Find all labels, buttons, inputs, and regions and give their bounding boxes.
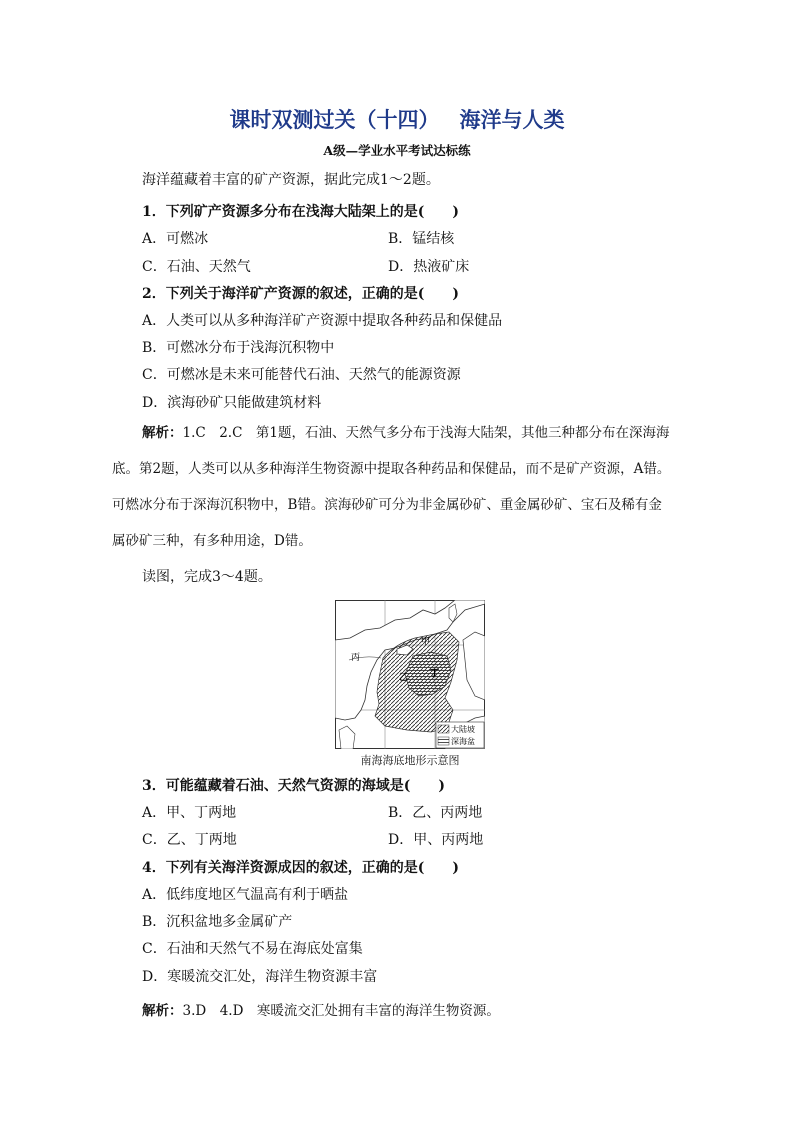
analysis-1-2: [112, 415, 687, 559]
legend-basin-label: 深海盆: [451, 737, 475, 746]
q2-option-b: B．可燃冰分布于浅海沉积物中: [142, 340, 335, 356]
q4-option-a: A．低纬度地区气温高有利于晒盐: [142, 887, 349, 903]
analysis-1-line4: 属砂矿三种，有多种用途，D错。: [112, 533, 312, 549]
south-china-sea-seabed-map: [335, 600, 485, 749]
q4-stem: 4．下列有关海洋资源成因的叙述，正确的是( ): [142, 860, 459, 876]
page-subtitle: A级—学业水平考试达标练: [323, 143, 471, 158]
map-label-yi: 乙: [399, 673, 409, 683]
title-part1: 课时双测过关（十四）: [229, 108, 440, 132]
q2-stem: 2．下列关于海洋矿产资源的叙述，正确的是( ): [142, 286, 459, 302]
page-title: [0, 104, 794, 134]
q2-option-c: C．可燃冰是未来可能替代石油、天然气的能源资源: [142, 367, 461, 383]
legend-slope-swatch: [438, 725, 449, 733]
map-label-jia: 甲: [421, 637, 431, 647]
q4-option-d: D．寒暖流交汇处，海洋生物资源丰富: [142, 969, 378, 985]
intro-1-2: 海洋蕴藏着丰富的矿产资源，据此完成1～2题。: [142, 172, 440, 188]
analysis-label: 解析：: [142, 425, 183, 441]
analysis-1-line2: 底。第2题，人类可以从多种海洋生物资源中提取各种药品和保健品，而不是矿产资源，A错。: [112, 461, 671, 477]
q4-option-b: B．沉积盆地多金属矿产: [142, 914, 293, 930]
q3-stem: 3．可能蕴藏着石油、天然气资源的海域是( ): [142, 778, 445, 794]
legend-slope-label: 大陆坡: [451, 725, 475, 734]
analysis-1-line1: 1.C 2.C 第1题，石油、天然气多分布于浅海大陆架，其他三种都分布在深海海: [182, 425, 670, 441]
q1-stem: 1．下列矿产资源多分布在浅海大陆架上的是( ): [142, 204, 459, 220]
q1-option-a: A．可燃冰: [142, 231, 209, 247]
q1-option-c: C．石油、天然气: [142, 259, 251, 275]
q2-option-d: D．滨海砂矿只能做建筑材料: [142, 395, 322, 411]
q3-option-d: D．甲、丙两地: [388, 832, 484, 848]
analysis-3-4-text: 3.D 4.D 寒暖流交汇处拥有丰富的海洋生物资源。: [182, 1003, 500, 1019]
q3-option-a: A．甲、丁两地: [142, 805, 237, 821]
intro-3-4: 读图，完成3～4题。: [142, 569, 272, 585]
map-caption: 南海海底地形示意图: [360, 754, 460, 767]
title-part2: 海洋与人类: [459, 108, 565, 132]
legend-basin-swatch: [438, 737, 449, 745]
map-label-ding: 丁: [430, 669, 440, 679]
analysis-1-line3: 可燃冰分布于深海沉积物中，B错。滨海砂矿可分为非金属砂矿、重金属砂矿、宝石及稀有金: [112, 497, 662, 513]
q1-option-d: D．热液矿床: [388, 259, 470, 275]
q3-option-b: B．乙、丙两地: [388, 805, 483, 821]
q4-option-c: C．石油和天然气不易在海底处富集: [142, 941, 363, 957]
q2-option-a: A．人类可以从多种海洋矿产资源中提取各种药品和保健品: [142, 313, 503, 329]
q1-option-b: B．锰结核: [388, 231, 455, 247]
q3-option-c: C．乙、丁两地: [142, 832, 237, 848]
analysis-3-4: [142, 1002, 500, 1020]
map-label-bing: 丙: [351, 653, 361, 663]
analysis-label: 解析：: [142, 1003, 183, 1019]
